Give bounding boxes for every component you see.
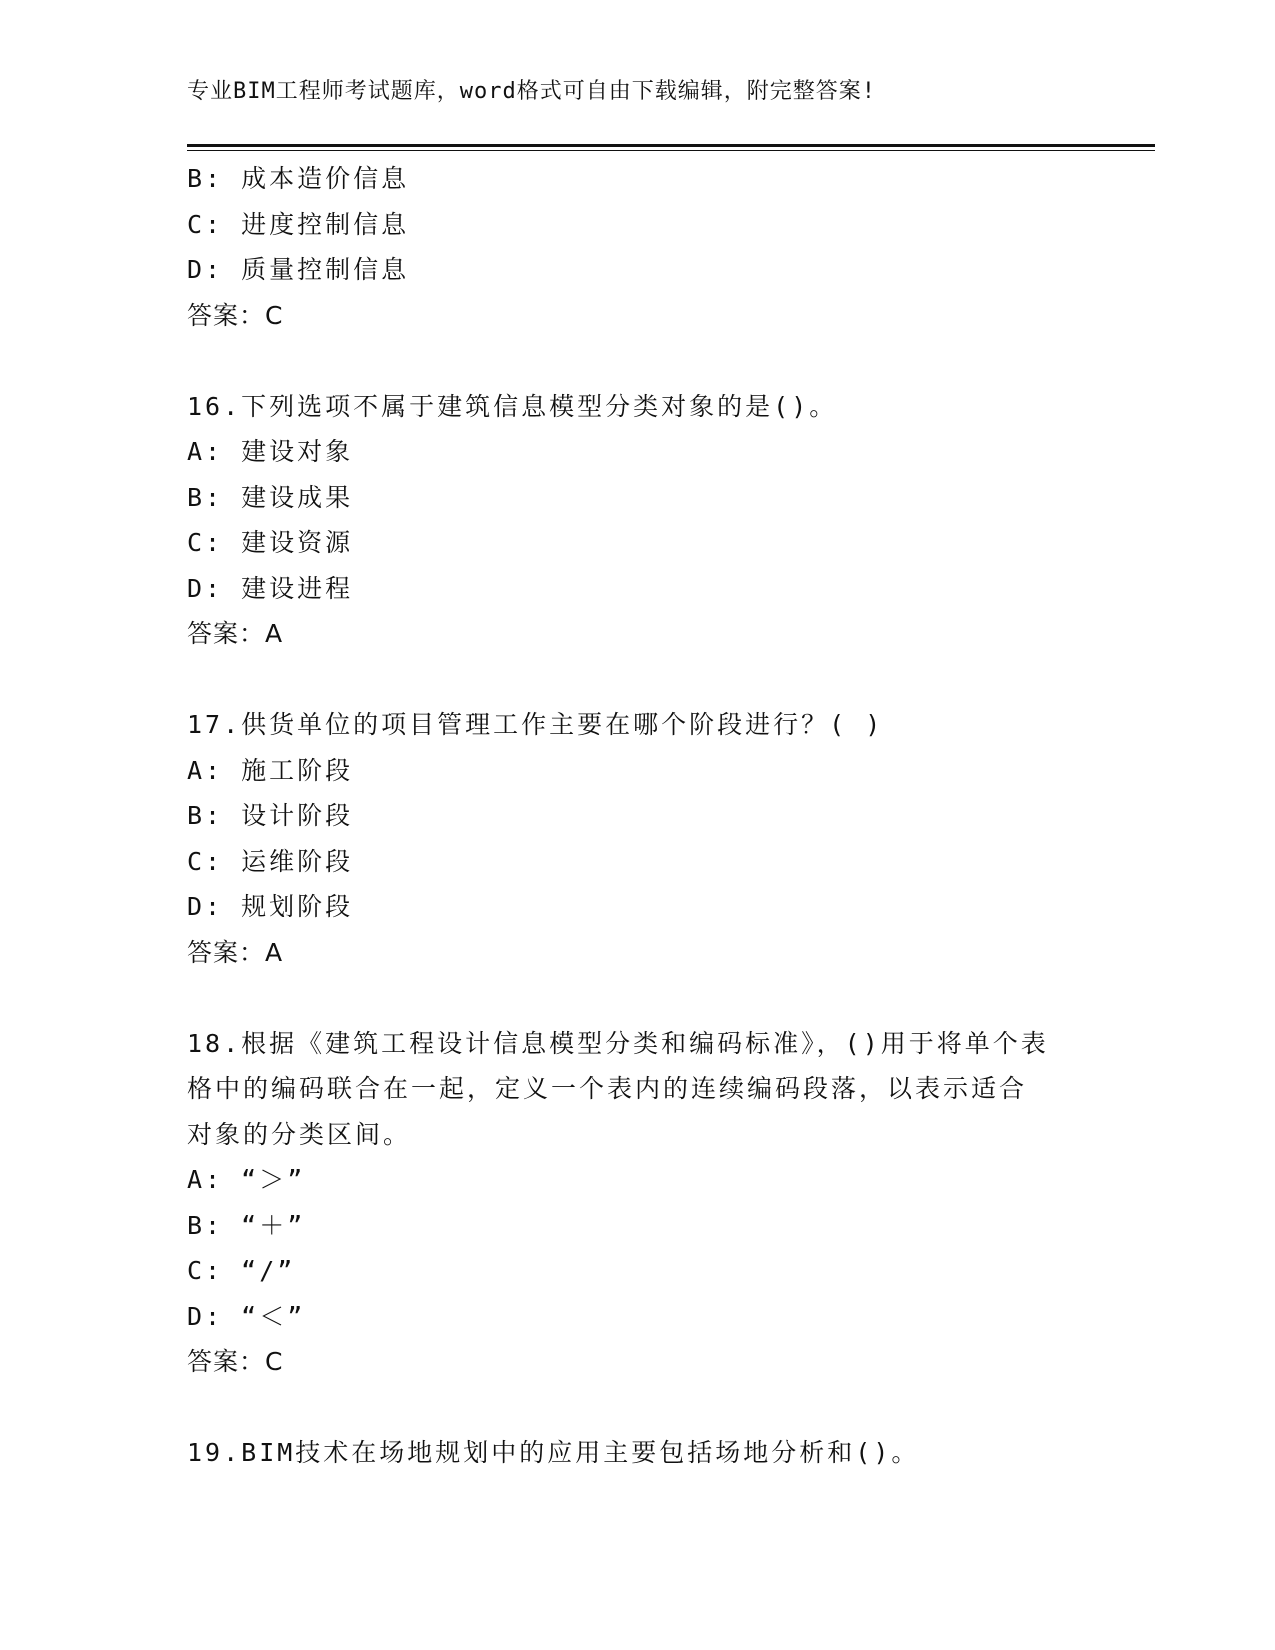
option-a: A: 建设对象 [187,437,354,466]
question-stem: 19.BIM技术在场地规划中的应用主要包括场地分析和()。 [187,1438,920,1467]
answer: 答案：C [187,300,284,330]
page-header: 专业BIM工程师考试题库，word格式可自由下载编辑，附完整答案! [187,79,876,104]
answer: 答案：C [187,1347,284,1376]
option-c: C: 建设资源 [187,528,354,557]
question-17 [187,702,1087,975]
question-18 [187,1021,1087,1385]
question-stem-line-1: 18.根据《建筑工程设计信息模型分类和编码标准》，()用于将单个表 [187,1028,1049,1058]
answer: 答案：A [187,619,284,648]
question-16 [187,384,1087,657]
question-stem: 17.供货单位的项目管理工作主要在哪个阶段进行？( ) [187,710,884,739]
spacer [187,1385,1087,1431]
option-b: B: 建设成果 [187,482,354,512]
option-c: C: 进度控制信息 [187,209,410,239]
question-19 [187,1430,1087,1476]
spacer [187,975,1087,1021]
option-d: D: “＜” [187,1301,306,1331]
option-a: A: “＞” [187,1165,306,1194]
option-c: C: 运维阶段 [187,846,354,876]
question-15-continuation [187,156,1087,338]
option-b: B: 设计阶段 [187,801,354,830]
question-stem-line-3: 对象的分类区间。 [187,1119,412,1149]
option-d: D: 规划阶段 [187,892,354,921]
question-stem-line-2: 格中的编码联合在一起，定义一个表内的连续编码段落，以表示适合 [187,1074,1028,1103]
option-a: A: 施工阶段 [187,755,354,785]
option-d: D: 建设进程 [187,573,354,603]
option-d: D: 质量控制信息 [187,255,410,284]
question-list [187,156,1087,1476]
spacer [187,338,1087,384]
header-rule-thin [187,150,1155,151]
spacer [187,657,1087,703]
option-c: C: “/” [187,1256,296,1285]
option-b: B: “＋” [187,1210,306,1240]
option-b: B: 成本造价信息 [187,164,410,193]
question-stem: 16.下列选项不属于建筑信息模型分类对象的是()。 [187,391,838,421]
header-rule-thick [187,144,1155,147]
answer: 答案：A [187,937,284,967]
